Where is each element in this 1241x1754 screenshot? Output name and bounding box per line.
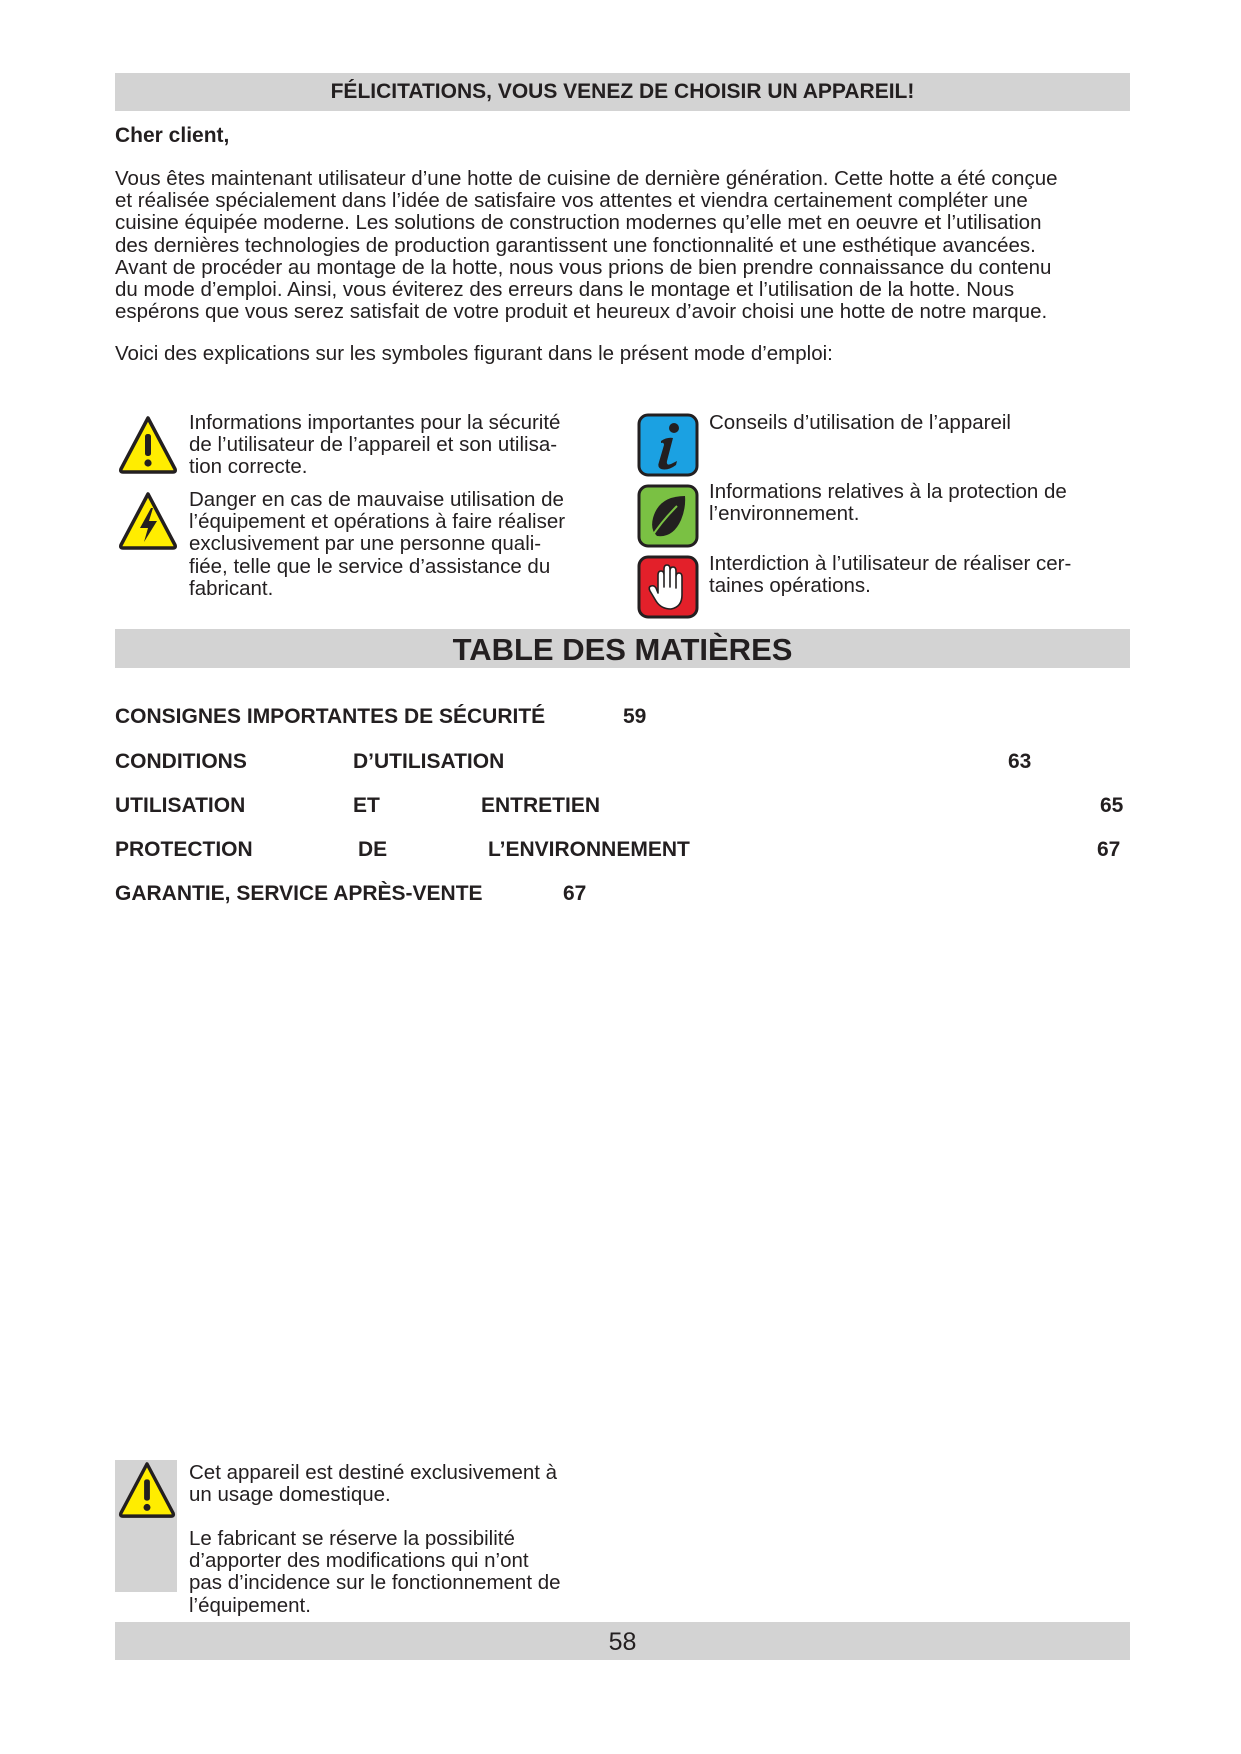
toc-entry-label: CONSIGNES IMPORTANTES DE SÉCURITÉ <box>115 705 546 728</box>
prohibition-description: Interdiction à l’utilisateur de réaliser cer- taines opérations. <box>709 552 1072 598</box>
environment-description: Informations relatives à la protection de l’environnement. <box>709 480 1067 526</box>
header-title: FÉLICITATIONS, VOUS VENEZ DE CHOISIR UN APPAREIL! <box>330 80 915 103</box>
toc-band <box>115 629 1130 668</box>
header-band <box>115 73 1130 111</box>
toc-entry-label: PROTECTION <box>115 838 253 861</box>
intro-line: et réalisée spécialement dans l’idée de satisfaire vos attentes et viendra certainement compléter une <box>115 189 1028 213</box>
symbols-intro: Voici des explications sur les symboles figurant dans le présent mode d’emploi: <box>115 342 833 365</box>
toc-entry-page: 63 <box>1008 750 1032 773</box>
toc-entry-page: 59 <box>623 705 647 728</box>
toc-entry-label: CONDITIONS <box>115 750 247 773</box>
toc-entry-label: DE <box>358 838 388 861</box>
electric-danger-icon <box>117 490 179 552</box>
intro-line: du mode d’emploi. Ainsi, vous éviterez des erreurs dans le montage et l’utilisation de la hotte. Nous <box>115 278 1015 302</box>
danger-description: Danger en cas de mauvaise utilisation de l’équipement et opérations à faire réaliser exclusivement par une personne quali- fiée, telle que le service d’assistance du fabricant. <box>189 488 566 600</box>
toc-entry-label: ENTRETIEN <box>481 794 601 817</box>
toc-entry-label: ET <box>353 794 380 817</box>
info-icon <box>637 413 699 477</box>
toc-entry-label: UTILISATION <box>115 794 246 817</box>
toc-entry-page: 67 <box>1097 838 1121 861</box>
stop-hand-icon <box>637 555 699 619</box>
toc-entry-page: 65 <box>1100 794 1124 817</box>
intro-line: des dernières technologies de production garantissent une fonctionnalité et une esthétique avancées. <box>115 233 1036 257</box>
toc-title: TABLE DES MATIÈRES <box>452 632 793 667</box>
greeting: Cher client, <box>115 124 230 147</box>
warning-description: Informations importantes pour la sécurité de l’utilisateur de l’appareil et son utilisa- tion correcte. <box>189 411 561 479</box>
leaf-icon <box>637 484 699 548</box>
notice-domestic-use: Cet appareil est destiné exclusivement à un usage domestique. <box>189 1461 558 1507</box>
intro-paragraph <box>115 168 1135 323</box>
intro-line: cuisine équipée moderne. Les solutions de construction modernes qu’elle met en oeuvre et l’utilisation <box>115 211 1042 235</box>
intro-line: Vous êtes maintenant utilisateur d’une hotte de cuisine de dernière génération. Cette hotte a été conçue <box>115 167 1058 190</box>
toc-entry-label: L’ENVIRONNEMENT <box>488 838 690 861</box>
page-number: 58 <box>608 1628 637 1656</box>
intro-line: espérons que vous serez satisfait de votre produit et heureux d’avoir choisi une hotte de notre marque. <box>115 300 1048 324</box>
footer-band <box>115 1622 1130 1660</box>
warning-icon <box>117 1460 177 1520</box>
toc-entry-label: D’UTILISATION <box>353 750 505 773</box>
intro-line: Avant de procéder au montage de la hotte, nous vous prions de bien prendre connaissance du contenu <box>115 255 1052 279</box>
notice-modifications: Le fabricant se réserve la possibilité d’apporter des modifications qui n’ont pas d’incidence sur le fonctionnement de l’équipement. <box>189 1527 561 1617</box>
info-description: Conseils d’utilisation de l’appareil <box>709 411 1011 434</box>
warning-icon <box>117 414 179 476</box>
toc-entry-label: GARANTIE, SERVICE APRÈS-VENTE <box>115 882 483 905</box>
toc-entry-page: 67 <box>563 882 587 905</box>
